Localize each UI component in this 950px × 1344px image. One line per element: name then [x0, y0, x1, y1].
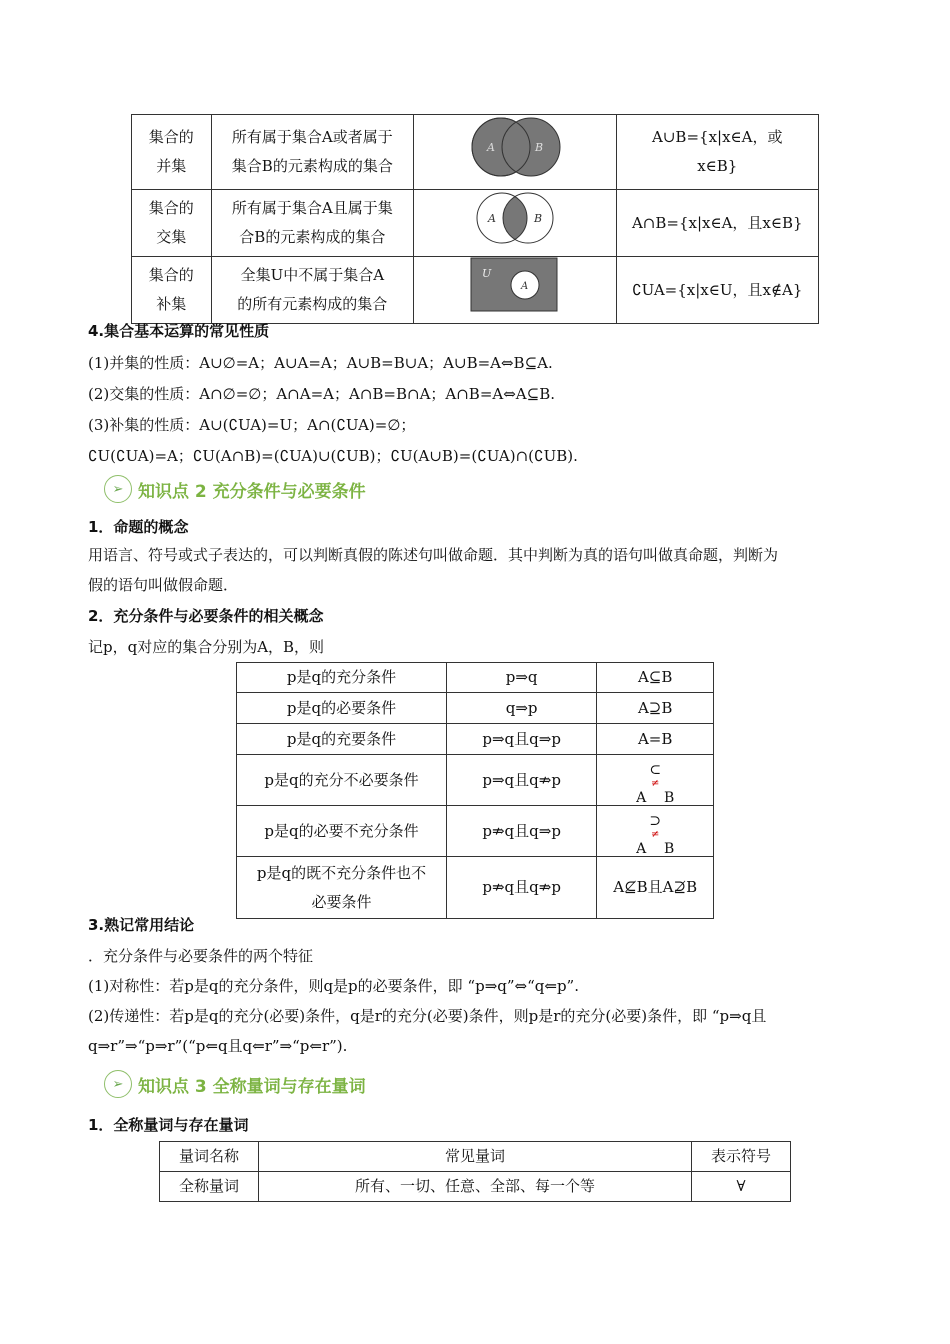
condition-cell: p是q的充分不必要条件: [237, 755, 447, 806]
venn-union-diagram: [465, 115, 565, 179]
op-formula-cell: A∩B={x|x∈A，且x∈B}: [616, 190, 818, 257]
table-row: [237, 857, 714, 919]
svg-text:U: U: [481, 267, 492, 280]
condition-cell: p是q的必要不充分条件: [237, 806, 447, 857]
subsection-title: 2．充分条件与必要条件的相关概念: [88, 607, 324, 625]
section-title: 4.集合基本运算的常见性质: [88, 322, 270, 340]
implication-cell: p⇒q且q⇒p: [446, 724, 596, 755]
svg-text:B: B: [533, 212, 542, 225]
arrow-circle-icon: ➢: [104, 475, 132, 503]
table-row: [237, 806, 714, 857]
quantifier-table: [159, 1141, 791, 1202]
paragraph: 用语言、符号或式子表达的，可以判断真假的陈述句叫做命题．其中判断为真的语句叫做真命题，判断为 假的语句叫做假命题．: [88, 546, 779, 594]
property-line: (3)补集的性质：A∪(∁UA)=U；A∩(∁UA)=∅；: [88, 416, 416, 434]
op-desc-cell: 所有属于集合A且属于集 合B的元素构成的集合: [211, 190, 413, 257]
quantifier-name-cell: 全称量词: [160, 1172, 259, 1202]
venn-union-cell: [414, 115, 616, 190]
venn-intersection-cell: [414, 190, 616, 257]
property-line: (2)交集的性质：A∩∅=∅；A∩A=A；A∩B=B∩A；A∩B=A⇔A⊆B.: [88, 385, 555, 403]
quantifier-symbol-cell: ∀: [692, 1172, 791, 1202]
property-line: ∁U(∁UA)=A；∁U(A∩B)=(∁UA)∪(∁UB)；∁U(A∪B)=(∁UA)∩(∁UB).: [88, 447, 578, 465]
set-relation-cell: ⊃ ≠ A B: [597, 806, 714, 857]
arrow-circle-icon: ➢: [104, 1070, 132, 1098]
op-formula-cell: ∁UA={x|x∈U，且x∉A}: [616, 257, 818, 324]
condition-cell: p是q的必要条件: [237, 693, 447, 724]
implication-cell: p⇏q且q⇏p: [446, 857, 596, 919]
table-row: [132, 115, 819, 190]
op-formula-cell: A∪B={x|x∈A，或 x∈B}: [616, 115, 818, 190]
column-header: 表示符号: [692, 1142, 791, 1172]
op-desc-cell: 所有属于集合A或者属于 集合B的元素构成的集合: [211, 115, 413, 190]
op-name-cell: 集合的 交集: [132, 190, 212, 257]
implication-cell: q⇒p: [446, 693, 596, 724]
table-row: [237, 693, 714, 724]
implication-cell: p⇒q: [446, 663, 596, 693]
table-row: [160, 1172, 791, 1202]
set-relation-cell: A⊈B且A⊉B: [597, 857, 714, 919]
svg-text:B: B: [534, 141, 543, 154]
set-operations-table: [131, 114, 819, 324]
section-title: 3.熟记常用结论: [88, 916, 195, 934]
property-line: (1)并集的性质：A∪∅=A；A∪A=A；A∪B=B∪A；A∪B=A⇔B⊆A.: [88, 354, 553, 372]
column-header: 量词名称: [160, 1142, 259, 1172]
venn-intersection-diagram: [470, 190, 560, 246]
venn-complement-diagram: [470, 257, 560, 313]
condition-table: [236, 662, 714, 919]
text-line: ．充分条件与必要条件的两个特征: [88, 947, 314, 965]
intro-line: 记p，q对应的集合分别为A，B，则: [88, 638, 325, 656]
condition-cell: p是q的既不充分条件也不 必要条件: [237, 857, 447, 919]
text-line: (2)传递性：若p是q的充分(必要)条件，q是r的充分(必要)条件，则p是r的充分(必要)条件，即 “p⇒q且: [88, 1007, 767, 1025]
svg-text:A: A: [520, 281, 529, 292]
quantifier-words-cell: 所有、一切、任意、全部、每一个等: [259, 1172, 692, 1202]
table-row: [237, 755, 714, 806]
text-line: (1)对称性：若p是q的充分条件，则q是p的必要条件，即 “p⇒q”⇔“q⇐p”.: [88, 977, 579, 995]
condition-cell: p是q的充分条件: [237, 663, 447, 693]
knowledge-point-title: 知识点 3 全称量词与存在量词: [138, 1076, 366, 1097]
knowledge-point-title: 知识点 2 充分条件与必要条件: [138, 481, 366, 502]
table-row: [132, 190, 819, 257]
condition-cell: p是q的充要条件: [237, 724, 447, 755]
svg-text:A: A: [487, 212, 496, 225]
knowledge-point-header: [104, 1070, 366, 1098]
column-header: 常见量词: [259, 1142, 692, 1172]
set-relation-cell: A⊆B: [597, 663, 714, 693]
svg-text:A: A: [486, 141, 495, 154]
text-line: q⇒r”⇒“p⇒r”(“p⇐q且q⇐r”⇒“p⇐r”).: [88, 1037, 348, 1055]
subsection-title: 1．命题的概念: [88, 518, 189, 536]
table-header-row: [160, 1142, 791, 1172]
op-name-cell: 集合的 并集: [132, 115, 212, 190]
set-relation-cell: A⊇B: [597, 693, 714, 724]
table-row: [132, 257, 819, 324]
knowledge-point-header: [104, 475, 366, 503]
op-desc-cell: 全集U中不属于集合A 的所有元素构成的集合: [211, 257, 413, 324]
set-relation-cell: A=B: [597, 724, 714, 755]
table-row: [237, 663, 714, 693]
implication-cell: p⇒q且q⇏p: [446, 755, 596, 806]
set-relation-cell: ⊂ ≠ A B: [597, 755, 714, 806]
implication-cell: p⇏q且q⇒p: [446, 806, 596, 857]
venn-complement-cell: [414, 257, 616, 324]
subsection-title: 1．全称量词与存在量词: [88, 1116, 249, 1134]
table-row: [237, 724, 714, 755]
op-name-cell: 集合的 补集: [132, 257, 212, 324]
